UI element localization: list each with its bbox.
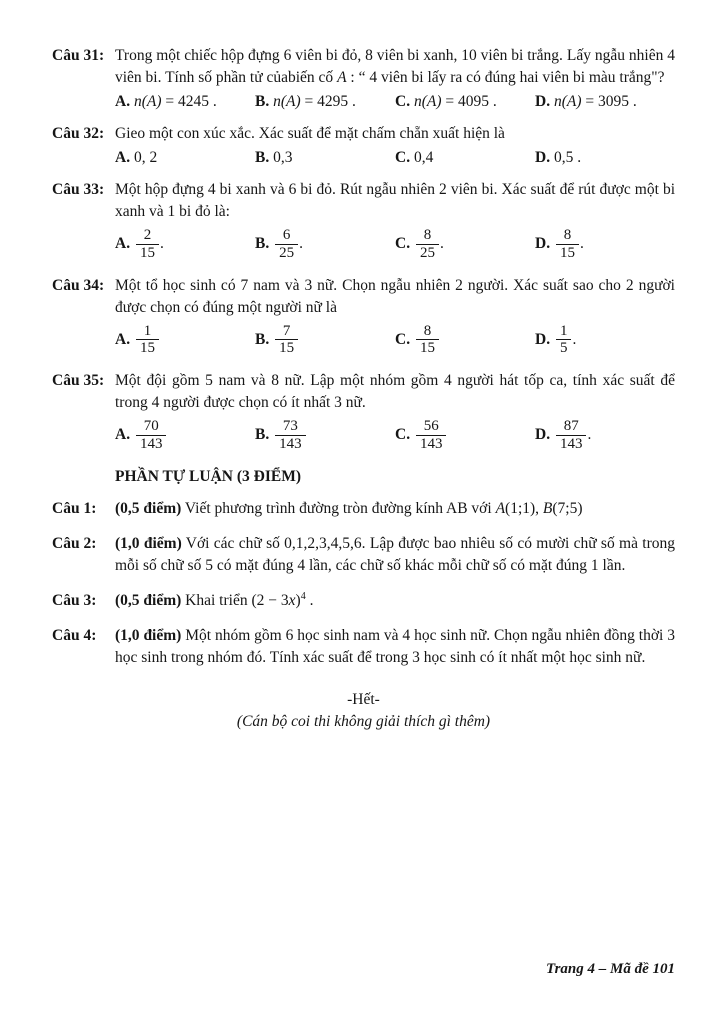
fraction xyxy=(136,323,159,358)
option-34-b xyxy=(255,322,395,359)
math-exponent: 4 xyxy=(300,590,306,602)
essay-2-body xyxy=(115,533,675,577)
closing-block xyxy=(52,689,675,734)
question-32 xyxy=(52,123,675,169)
option-value: = 4295 . xyxy=(300,93,356,110)
option-33-c xyxy=(395,226,535,263)
question-35-number: Câu 35: xyxy=(52,372,105,390)
fraction-numerator: 70 xyxy=(136,418,167,436)
fraction-denominator: 15 xyxy=(279,340,295,357)
option-33-a xyxy=(115,226,255,263)
option-key: D. xyxy=(535,330,551,348)
option-key: C. xyxy=(395,234,411,252)
option-key: B. xyxy=(255,149,270,166)
proctor-note: (Cán bộ coi thi không giải thích gì thêm) xyxy=(236,713,491,731)
option-key: C. xyxy=(395,330,411,348)
end-mark: -Hết- xyxy=(347,690,380,708)
fraction-denominator: 143 xyxy=(419,435,443,452)
question-31-options xyxy=(115,91,675,113)
question-33 xyxy=(52,179,675,265)
question-33-options xyxy=(115,226,675,263)
option-32-c xyxy=(395,147,535,169)
question-31-body xyxy=(115,45,675,113)
essay-2-number: Câu 2: xyxy=(52,534,97,552)
option-key: A. xyxy=(115,330,131,348)
fraction-numerator: 6 xyxy=(275,227,298,245)
essay-2-points: (1,0 điểm) xyxy=(115,534,182,552)
question-31 xyxy=(52,45,675,113)
question-35-options xyxy=(115,417,675,454)
math-expression: n(A) xyxy=(553,93,582,110)
option-35-d xyxy=(535,417,675,454)
option-value: = 4095 . xyxy=(441,93,497,110)
fraction xyxy=(416,418,447,453)
fraction-numerator: 8 xyxy=(416,323,439,341)
option-35-b xyxy=(255,417,395,454)
fraction-numerator: 1 xyxy=(136,323,159,341)
option-32-a xyxy=(115,147,255,169)
question-32-number: Câu 32: xyxy=(52,125,105,142)
option-33-d xyxy=(535,226,675,263)
option-suffix: . xyxy=(579,234,584,252)
math-expression: (2 − 3 xyxy=(251,591,289,609)
option-key: A. xyxy=(115,93,131,110)
option-key: A. xyxy=(115,149,131,166)
question-34-number: Câu 34: xyxy=(52,276,105,294)
option-value: 0,5 . xyxy=(553,149,582,166)
essay-4-body xyxy=(115,625,675,669)
essay-section-heading: PHẦN TỰ LUẬN (3 ĐIỂM) xyxy=(115,467,301,485)
fraction xyxy=(556,323,572,358)
fraction-denominator: 15 xyxy=(419,340,435,357)
option-value: 0, 2 xyxy=(133,149,158,166)
fraction-denominator: 143 xyxy=(559,435,583,452)
option-key: A. xyxy=(115,426,131,444)
option-value: = 3095 . xyxy=(581,93,637,110)
option-key: C. xyxy=(395,93,411,110)
essay-3-after: . xyxy=(305,591,314,609)
option-31-b xyxy=(255,91,395,113)
option-34-d xyxy=(535,322,675,359)
option-suffix: . xyxy=(439,234,444,252)
question-33-number: Câu 33: xyxy=(52,181,105,198)
fraction xyxy=(556,227,579,262)
question-35-text: Một đội gồm 5 nam và 8 nữ. Lập một nhóm gồm 4 người hát tốp ca, tính xác suất để trong 4 người được chọn có ít nhất 3 nữ. xyxy=(115,372,675,412)
math-coords: (7;5) xyxy=(552,499,583,517)
fraction-numerator: 8 xyxy=(416,227,439,245)
question-32-body xyxy=(115,123,675,169)
fraction-denominator: 5 xyxy=(559,340,568,357)
essay-4-points: (1,0 điểm) xyxy=(115,626,182,644)
essay-2-statement: Với các chữ số 0,1,2,3,4,5,6. Lập được bao nhiêu số có mười chữ số mà trong mỗi số chữ số 5 có mặt đúng 4 lần, các chữ số khác mỗi chữ số có mặt đúng 1 lần. xyxy=(115,534,675,574)
question-33-text: Một hộp đựng 4 bi xanh và 6 bi đỏ. Rút ngẫu nhiên 2 viên bi. Xác suất để rút được một bi xanh và 1 bi đỏ là: xyxy=(115,181,675,220)
essay-3-body xyxy=(115,590,675,612)
essay-question-4 xyxy=(52,625,675,669)
essay-1-body xyxy=(115,498,675,520)
fraction-denominator: 15 xyxy=(139,340,155,357)
essay-3-points: (0,5 điểm) xyxy=(115,591,182,609)
option-35-c xyxy=(395,417,535,454)
option-key: B. xyxy=(255,93,270,110)
fraction xyxy=(275,418,306,453)
math-expression: n(A) xyxy=(133,93,162,110)
option-35-a xyxy=(115,417,255,454)
question-32-text: Gieo một con xúc xắc. Xác suất để mặt chấm chẵn xuất hiện là xyxy=(115,125,505,142)
option-32-d xyxy=(535,147,675,169)
option-key: B. xyxy=(255,234,270,252)
option-31-a xyxy=(115,91,255,113)
fraction-numerator: 2 xyxy=(136,227,159,245)
essay-3-statement: Khai triển xyxy=(185,591,252,609)
option-suffix: . xyxy=(587,426,592,444)
question-34-options xyxy=(115,322,675,359)
option-suffix: . xyxy=(159,234,164,252)
math-variable: x xyxy=(288,591,296,609)
option-value: = 4245 . xyxy=(161,93,217,110)
math-variable: A xyxy=(495,499,506,517)
question-35 xyxy=(52,370,675,456)
essay-question-2 xyxy=(52,533,675,577)
essay-3-text xyxy=(115,590,675,612)
fraction-denominator: 25 xyxy=(279,244,295,261)
question-34-body xyxy=(115,275,675,361)
fraction xyxy=(416,323,439,358)
math-expression: ) xyxy=(295,591,301,609)
fraction-denominator: 15 xyxy=(139,244,155,261)
essay-2-text xyxy=(115,533,675,577)
option-key: D. xyxy=(535,93,551,110)
option-34-c xyxy=(395,322,535,359)
option-key: A. xyxy=(115,234,131,252)
fraction xyxy=(136,227,159,262)
option-key: B. xyxy=(255,330,270,348)
option-value: 0,4 xyxy=(413,149,434,166)
question-31-text-part1: Trong một chiếc hộp đựng 6 viên bi đỏ, 8 viên bi xanh, 10 viên bi trắng. Lấy ngẫu nhiên 4 viên bi. Tính số phần tử củabiến cố xyxy=(115,47,675,86)
fraction-denominator: 15 xyxy=(559,244,575,261)
essay-4-number: Câu 4: xyxy=(52,626,97,644)
fraction-numerator: 1 xyxy=(556,323,572,341)
question-34-text: Một tổ học sinh có 7 nam và 3 nữ. Chọn ngẫu nhiên 2 người. Xác suất sao cho 2 người được chọn có đúng một người nữ là xyxy=(115,276,675,316)
question-31-text xyxy=(115,45,675,89)
fraction xyxy=(275,323,298,358)
option-key: D. xyxy=(535,149,551,166)
fraction-numerator: 56 xyxy=(416,418,447,436)
essay-1-points: (0,5 điểm) xyxy=(115,499,182,517)
question-34 xyxy=(52,275,675,361)
option-value: 0,3 xyxy=(273,149,293,166)
option-33-b xyxy=(255,226,395,263)
essay-3-number: Câu 3: xyxy=(52,591,97,609)
fraction-numerator: 73 xyxy=(275,418,306,436)
math-expression: n(A) xyxy=(273,93,301,110)
fraction-denominator: 25 xyxy=(419,244,435,261)
fraction-denominator: 143 xyxy=(139,435,163,452)
fraction-denominator: 143 xyxy=(279,435,302,452)
essay-question-1 xyxy=(52,498,675,520)
question-33-body xyxy=(115,179,675,265)
option-34-a xyxy=(115,322,255,359)
essay-question-3 xyxy=(52,590,675,612)
fraction-numerator: 87 xyxy=(556,418,587,436)
essay-1-statement: Viết phương trình đường tròn đường kính AB với xyxy=(184,499,496,517)
option-suffix: . xyxy=(299,234,303,252)
fraction-numerator: 8 xyxy=(556,227,579,245)
question-31-text-part2: : “ 4 viên bi lấy ra có đúng hai viên bi màu trắng"? xyxy=(346,69,665,86)
option-32-b xyxy=(255,147,395,169)
fraction xyxy=(416,227,439,262)
essay-1-number: Câu 1: xyxy=(52,499,97,517)
page-footer: Trang 4 – Mã đề 101 xyxy=(545,961,675,977)
fraction xyxy=(556,418,587,453)
question-35-body xyxy=(115,370,675,456)
essay-4-text xyxy=(115,625,675,669)
option-31-c xyxy=(395,91,535,113)
math-expression: n(A) xyxy=(413,93,442,110)
fraction-numerator: 7 xyxy=(275,323,298,341)
essay-4-statement: Một nhóm gồm 6 học sinh nam và 4 học sinh nữ. Chọn ngẫu nhiên đồng thời 3 học sinh trong nhóm đó. Tính xác suất để trong 3 học sinh có ít nhất một học sinh nữ. xyxy=(115,626,675,666)
option-key: D. xyxy=(535,426,551,444)
math-coords: (1;1), xyxy=(505,499,543,517)
option-31-d xyxy=(535,91,675,113)
question-31-number: Câu 31: xyxy=(52,47,105,64)
fraction xyxy=(136,418,167,453)
math-variable: A xyxy=(337,69,347,86)
essay-1-text xyxy=(115,498,675,520)
question-32-options xyxy=(115,147,675,169)
option-suffix: . xyxy=(572,330,577,348)
math-variable: B xyxy=(542,499,553,517)
fraction xyxy=(275,227,298,262)
option-key: C. xyxy=(395,149,411,166)
option-key: B. xyxy=(255,426,270,444)
option-key: C. xyxy=(395,426,411,444)
option-key: D. xyxy=(535,234,551,252)
